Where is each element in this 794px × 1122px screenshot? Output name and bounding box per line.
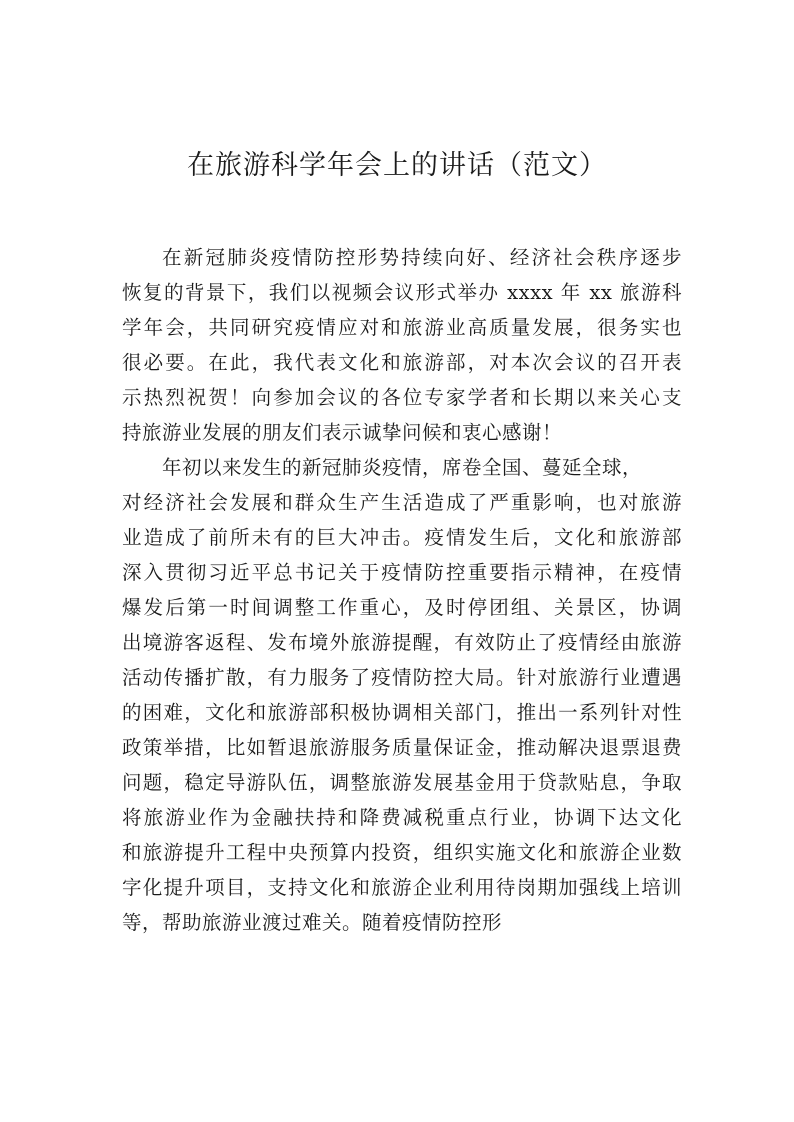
paragraph-line: 等，帮助旅游业渡过难关。随着疫情防控形	[122, 911, 503, 934]
document-title: 在旅游科学年会上的讲话（范文）	[187, 150, 607, 181]
paragraph-line: 政策举措，比如暂退旅游服务质量保证金，推动解决退票退费	[122, 736, 682, 759]
paragraph-line: 很必要。在此，我代表文化和旅游部，对本次会议的召开表	[122, 351, 682, 374]
document-body	[122, 240, 682, 940]
paragraph-line: 年初以来发生的新冠肺炎疫情，席卷全国、蔓延全球，	[162, 456, 643, 479]
paragraph-line: 业造成了前所未有的巨大冲击。疫情发生后，文化和旅游部	[122, 526, 682, 549]
paragraph-line: 在新冠肺炎疫情防控形势持续向好、经济社会秩序逐步	[162, 246, 682, 269]
paragraph-line: 将旅游业作为金融扶持和降费减税重点行业，协调下达文化	[122, 806, 682, 829]
paragraph-line: 的困难，文化和旅游部积极协调相关部门，推出一系列针对性	[122, 701, 682, 724]
paragraph-2	[122, 450, 682, 940]
paragraph-line: 出境游客返程、发布境外旅游提醒，有效防止了疫情经由旅游	[122, 631, 682, 654]
paragraph-line: 恢复的背景下，我们以视频会议形式举办 xxxx 年 xx 旅游科	[122, 281, 682, 304]
paragraph-line: 和旅游提升工程中央预算内投资，组织实施文化和旅游企业数	[122, 841, 682, 864]
paragraph-line: 爆发后第一时间调整工作重心，及时停团组、关景区，协调	[122, 596, 682, 619]
paragraph-line: 深入贯彻习近平总书记关于疫情防控重要指示精神，在疫情	[122, 561, 682, 584]
paragraph-line: 示热烈祝贺！向参加会议的各位专家学者和长期以来关心支	[122, 386, 682, 409]
paragraph-1	[122, 240, 682, 450]
paragraph-line: 字化提升项目，支持文化和旅游企业利用待岗期加强线上培训	[122, 876, 682, 899]
paragraph-line: 持旅游业发展的朋友们表示诚挚问候和衷心感谢！	[122, 421, 563, 444]
paragraph-line: 问题，稳定导游队伍，调整旅游发展基金用于贷款贴息，争取	[122, 771, 682, 794]
paragraph-line: 活动传播扩散，有力服务了疫情防控大局。针对旅游行业遭遇	[122, 666, 682, 689]
paragraph-line: 对经济社会发展和群众生产生活造成了严重影响，也对旅游	[122, 491, 682, 514]
paragraph-line: 学年会，共同研究疫情应对和旅游业高质量发展，很务实也	[122, 316, 682, 339]
